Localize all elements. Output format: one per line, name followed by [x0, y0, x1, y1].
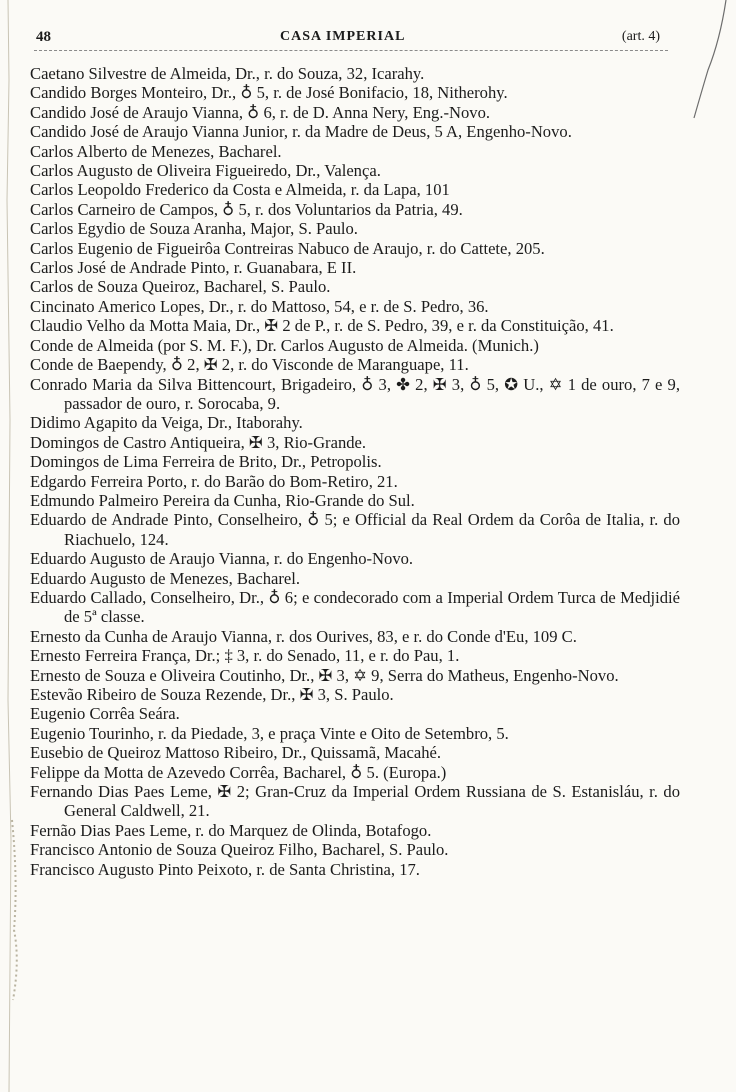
directory-entry: Didimo Agapito da Veiga, Dr., Itaborahy. — [30, 413, 303, 433]
directory-entry: Francisco Antonio de Souza Queiroz Filho, Bacharel, S. Paulo. — [30, 840, 449, 860]
directory-entry: Felippe da Motta de Azevedo Corrêa, Bacharel, ♁ 5. (Europa.) — [30, 762, 447, 782]
directory-entry: Fernão Dias Paes Leme, r. do Marquez de Olinda, Botafogo. — [30, 820, 432, 840]
directory-entry: Eugenio Tourinho, r. da Piedade, 3, e praça Vinte e Oito de Setembro, 5. — [30, 723, 509, 743]
directory-entry: Candido José de Araujo Vianna Junior, r. da Madre de Deus, 5 A, Engenho-Novo. — [30, 122, 572, 142]
directory-entry: Eugenio Corrêa Seára. — [30, 704, 180, 724]
running-title: CASA IMPERIAL — [280, 29, 406, 44]
directory-entry: Eusebio de Queiroz Mattoso Ribeiro, Dr., Quissamã, Macahé. — [30, 743, 442, 763]
directory-entry: Eduardo Callado, Conselheiro, Dr., ♁ 6; e condecorado com a Imperial Ordem Turca de Medjidié de 5ª classe. — [30, 587, 680, 627]
directory-entry: Ernesto da Cunha de Araujo Vianna, r. dos Ourives, 83, e r. do Conde d'Eu, 109 C. — [30, 626, 577, 646]
directory-entry: Eduardo Augusto de Menezes, Bacharel. — [30, 568, 301, 588]
directory-entry: Caetano Silvestre de Almeida, Dr., r. do Souza, 32, Icarahy. — [30, 64, 425, 83]
directory-entry: Edmundo Palmeiro Pereira da Cunha, Rio-Grande do Sul. — [30, 490, 415, 510]
directory-entry: Domingos de Lima Ferreira de Brito, Dr., Petropolis. — [30, 452, 382, 472]
directory-entry: Candido José de Araujo Vianna, ♁ 6, r. de D. Anna Nery, Eng.-Novo. — [30, 102, 491, 122]
directory-entry: Edgardo Ferreira Porto, r. do Barão do Bom-Retiro, 21. — [30, 471, 398, 491]
directory-entry: Claudio Velho da Motta Maia, Dr., ✠ 2 de P., r. de S. Pedro, 39, e r. da Constituição, 41. — [30, 316, 614, 336]
directory-entry: Eduardo Augusto de Araujo Vianna, r. do Engenho-Novo. — [30, 549, 414, 569]
directory-entry: Carlos de Souza Queiroz, Bacharel, S. Paulo. — [30, 277, 331, 297]
directory-entries — [30, 64, 680, 879]
page-edge-stain — [2, 0, 24, 1092]
directory-entry: Carlos Carneiro de Campos, ♁ 5, r. dos Voluntarios da Patria, 49. — [30, 199, 463, 219]
directory-entry: Carlos Eugenio de Figueirôa Contreiras Nabuco de Araujo, r. do Cattete, 205. — [30, 238, 545, 258]
directory-entry: Conde de Baependy, ♁ 2, ✠ 2, r. do Visconde de Maranguape, 11. — [30, 355, 469, 375]
directory-entry: Ernesto Ferreira França, Dr.; ‡ 3, r. do Senado, 11, e r. do Pau, 1. — [30, 646, 460, 666]
directory-entry: Cincinato Americo Lopes, Dr., r. do Mattoso, 54, e r. de S. Pedro, 36. — [30, 296, 489, 316]
directory-entry: Carlos Leopoldo Frederico da Costa e Almeida, r. da Lapa, 101 — [30, 180, 450, 200]
directory-entry: Eduardo de Andrade Pinto, Conselheiro, ♁ 5; e Official da Real Ordem da Corôa de Italia, r. do Riachuelo, 124. — [30, 510, 680, 549]
directory-entry: Fernando Dias Paes Leme, ✠ 2; Gran-Cruz da Imperial Ordem Russiana de S. Estanisláu, r. do General Caldwell, 21. — [30, 782, 680, 821]
page-fold-line — [688, 0, 728, 120]
directory-entry: Carlos José de Andrade Pinto, r. Guanabara, E II. — [30, 258, 357, 278]
section-reference: (art. 4) — [621, 29, 660, 44]
page-header — [34, 28, 668, 51]
directory-entry: Conde de Almeida (por S. M. F.), Dr. Carlos Augusto de Almeida. (Munich.) — [30, 335, 539, 355]
directory-entry: Ernesto de Souza e Oliveira Coutinho, Dr., ✠ 3, ✡ 9, Serra do Matheus, Engenho-Novo. — [30, 665, 619, 685]
directory-entry: Candido Borges Monteiro, Dr., ♁ 5, r. de José Bonifacio, 18, Nitherohy. — [30, 83, 508, 103]
directory-entry: Carlos Egydio de Souza Aranha, Major, S. Paulo. — [30, 219, 358, 239]
directory-entry: Carlos Augusto de Oliveira Figueiredo, Dr., Valença. — [30, 161, 381, 181]
directory-entry: Estevão Ribeiro de Souza Rezende, Dr., ✠ 3, S. Paulo. — [30, 685, 394, 704]
directory-entry: Conrado Maria da Silva Bittencourt, Brigadeiro, ♁ 3, ✤ 2, ✠ 3, ♁ 5, ✪ U., ✡ 1 de ouro, 7 e 9, passador de ouro, r. Sorocaba, 9. — [30, 374, 680, 413]
directory-entry: Carlos Alberto de Menezes, Bacharel. — [30, 141, 282, 161]
page-number: 48 — [36, 29, 51, 45]
directory-entry: Francisco Augusto Pinto Peixoto, r. de Santa Christina, 17. — [30, 859, 420, 879]
directory-entry: Domingos de Castro Antiqueira, ✠ 3, Rio-Grande. — [30, 432, 367, 452]
